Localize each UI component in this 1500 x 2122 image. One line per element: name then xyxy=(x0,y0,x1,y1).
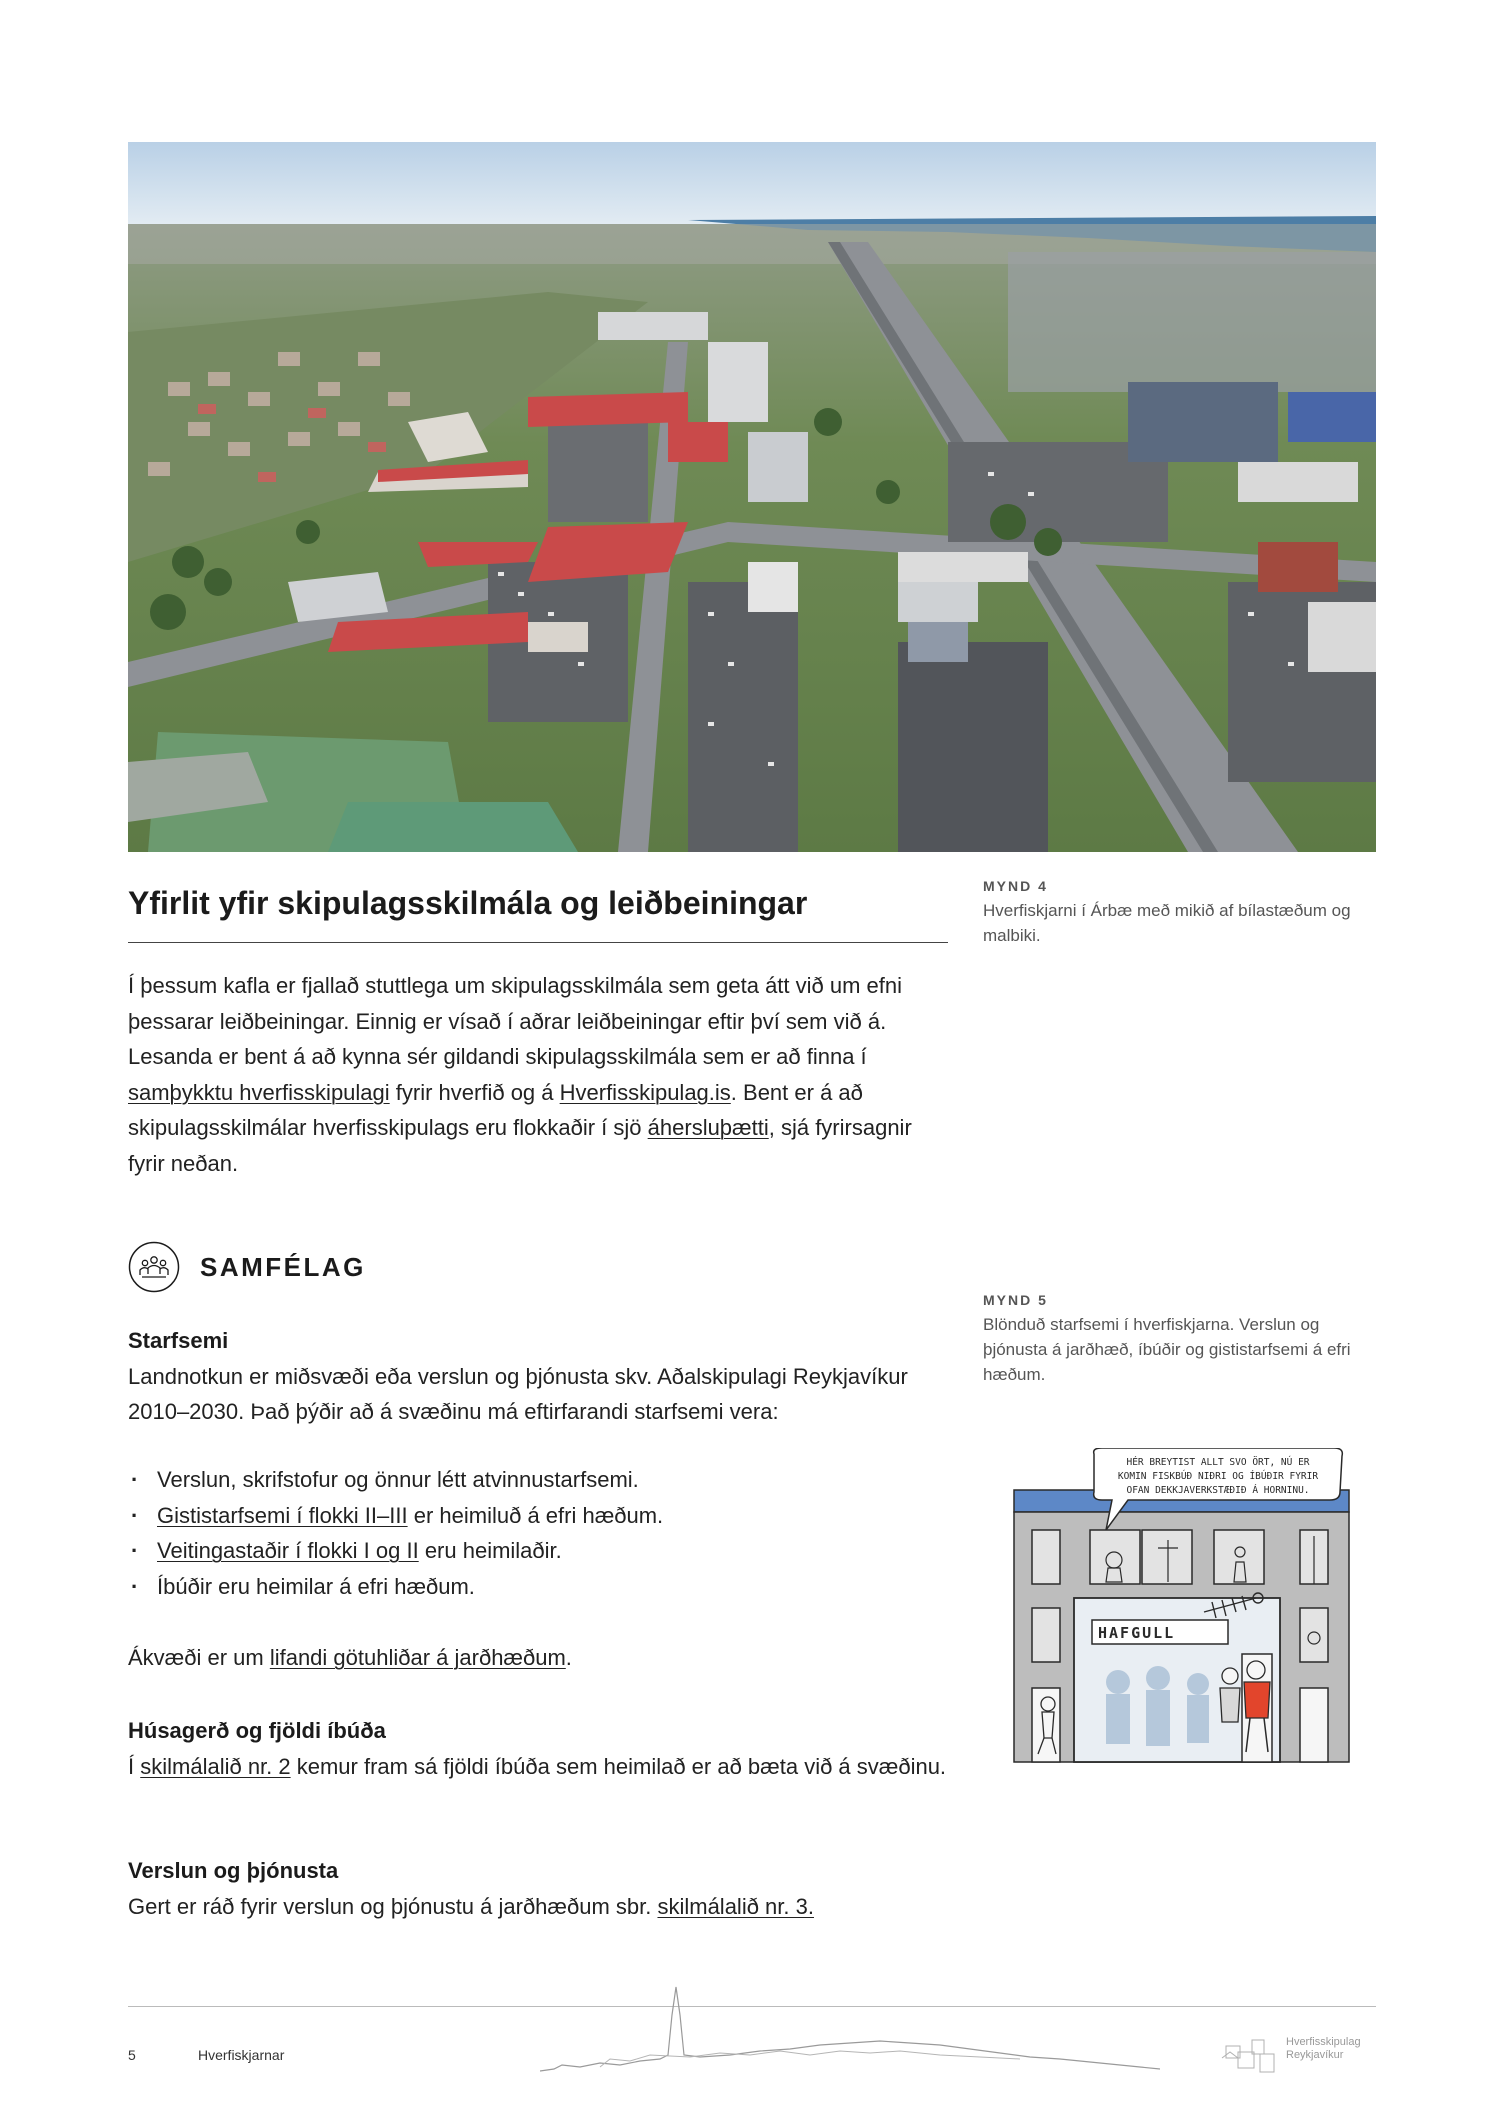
hverfisskipulag-logo xyxy=(1220,2032,1380,2082)
husagerd-text xyxy=(128,1749,958,1785)
speech-line-3: OFAN DEKKJAVERKSTÆÐIÐ Á HORNINU. xyxy=(1126,1485,1310,1496)
husagerd-text-2: kemur fram sá fjöldi íbúða sem heimilað er að bæta við á svæðinu. xyxy=(290,1753,947,1779)
husagerd-section xyxy=(128,1713,958,1784)
intro-paragraph xyxy=(128,968,948,1181)
list-item-text: eru heimilaðir. xyxy=(418,1538,562,1563)
figure-4-label: MYND 4 xyxy=(983,878,1048,894)
figure-5-caption xyxy=(983,1292,1373,1387)
list-item xyxy=(128,1569,958,1605)
starfsemi-text: Landnotkun er miðsvæði eða verslun og þjónusta skv. Aðalskipulagi Reykjavíkur 2010–2030. Það þýðir að á svæðinu má eftirfarandi starfsemi vera: xyxy=(128,1363,908,1424)
section-title: Yfirlit yfir skipulagsskilmála og leiðbeiningar xyxy=(128,885,808,921)
intro-text-2: fyrir hverfið og á xyxy=(389,1079,560,1105)
page-number: 5 xyxy=(128,2047,136,2063)
akvaedi-text-1: Ákvæði er um xyxy=(128,1645,270,1670)
fish-shop-illustration xyxy=(1008,1448,1353,1768)
verslun-section xyxy=(128,1853,958,1924)
intro-text-4: , sjá fyrirsagnir fyrir neðan. xyxy=(128,1115,912,1176)
akvaedi-text-2: . xyxy=(565,1645,572,1670)
figure-4-caption xyxy=(983,878,1373,948)
link-aherslupaetti[interactable]: áhersluþætti xyxy=(647,1115,769,1140)
list-item xyxy=(128,1533,958,1569)
aerial-photo-arbaer xyxy=(128,142,1376,852)
link-lifandi-gotuhlidar[interactable]: lifandi götuhliðar á jarðhæðum xyxy=(269,1645,566,1670)
logo-line-2: Reykjavíkur xyxy=(1286,2049,1344,2061)
figure-5-label: MYND 5 xyxy=(983,1292,1048,1308)
link-skilmalalid-3[interactable]: skilmálalið nr. 3. xyxy=(657,1893,814,1919)
shop-sign-text: HAFGULL xyxy=(1098,1624,1176,1642)
list-item-text: Verslun, skrifstofur og önnur létt atvinnustarfsemi. xyxy=(157,1467,639,1492)
figure-4-text: Hverfiskjarni í Árbæ með mikið af bílastæðum og malbiki. xyxy=(983,901,1351,945)
link-samthykkt-hverfisskipulag[interactable]: samþykktu hverfisskipulagi xyxy=(128,1079,390,1105)
samfelag-heading: SAMFÉLAG xyxy=(200,1252,366,1282)
list-item xyxy=(128,1462,958,1498)
reykjavik-skyline-drawing xyxy=(540,1985,1160,2075)
title-divider xyxy=(128,942,948,943)
speech-line-1: HÉR BREYTIST ALLT SVO ÖRT, NÚ ER xyxy=(1126,1457,1310,1468)
list-item-text: Íbúðir eru heimilar á efri hæðum. xyxy=(157,1573,475,1599)
starfsemi-section xyxy=(128,1323,958,1430)
link-veitingastadir[interactable]: Veitingastaðir í flokki I og II xyxy=(157,1538,419,1563)
logo-mark-icon xyxy=(1220,2032,1280,2078)
starfsemi-title: Starfsemi xyxy=(128,1328,229,1353)
link-hverfisskipulag-is[interactable]: Hverfisskipulag.is xyxy=(559,1079,731,1105)
speech-line-2: KOMIN FISKBÚÐ NIÐRI OG ÍBÚÐIR FYRIR xyxy=(1117,1471,1319,1482)
list-item-text: er heimiluð á efri hæðum. xyxy=(407,1502,664,1528)
intro-text-3: . Bent er á að skipulagsskilmálar hverfisskipulags eru flokkaðir í sjö xyxy=(128,1079,863,1140)
link-gististarfsemi[interactable]: Gististarfsemi í flokki II–III xyxy=(157,1502,408,1528)
list-item xyxy=(128,1498,958,1534)
akvaedi-paragraph xyxy=(128,1640,958,1676)
husagerd-text-1: Í xyxy=(128,1753,141,1779)
logo-line-1: Hverfisskipulag xyxy=(1286,2036,1361,2048)
verslun-text-1: Gert er ráð fyrir verslun og þjónustu á jarðhæðum sbr. xyxy=(128,1893,658,1919)
husagerd-title: Húsagerð og fjöldi íbúða xyxy=(128,1718,386,1743)
footer-chapter-title: Hverfiskjarnar xyxy=(198,2047,285,2063)
figure-5-text: Blönduð starfsemi í hverfiskjarna. Verslun og þjónusta á jarðhæð, íbúðir og gististarfsemi á efri hæðum. xyxy=(983,1315,1351,1384)
link-skilmalalid-2[interactable]: skilmálalið nr. 2 xyxy=(140,1753,291,1779)
community-icon xyxy=(128,1241,180,1293)
intro-text-1: Í þessum kafla er fjallað stuttlega um skipulagsskilmála sem geta átt við um efni þessarar leiðbeiningar. Einnig er vísað í aðrar leiðbeiningar eftir því sem við á. Lesanda er bent á að kynna sér gildandi skipulagsskilmála sem er að finna í xyxy=(128,973,903,1069)
starfsemi-list xyxy=(128,1462,958,1604)
verslun-text xyxy=(128,1889,958,1925)
verslun-title: Verslun og þjónusta xyxy=(128,1858,339,1883)
